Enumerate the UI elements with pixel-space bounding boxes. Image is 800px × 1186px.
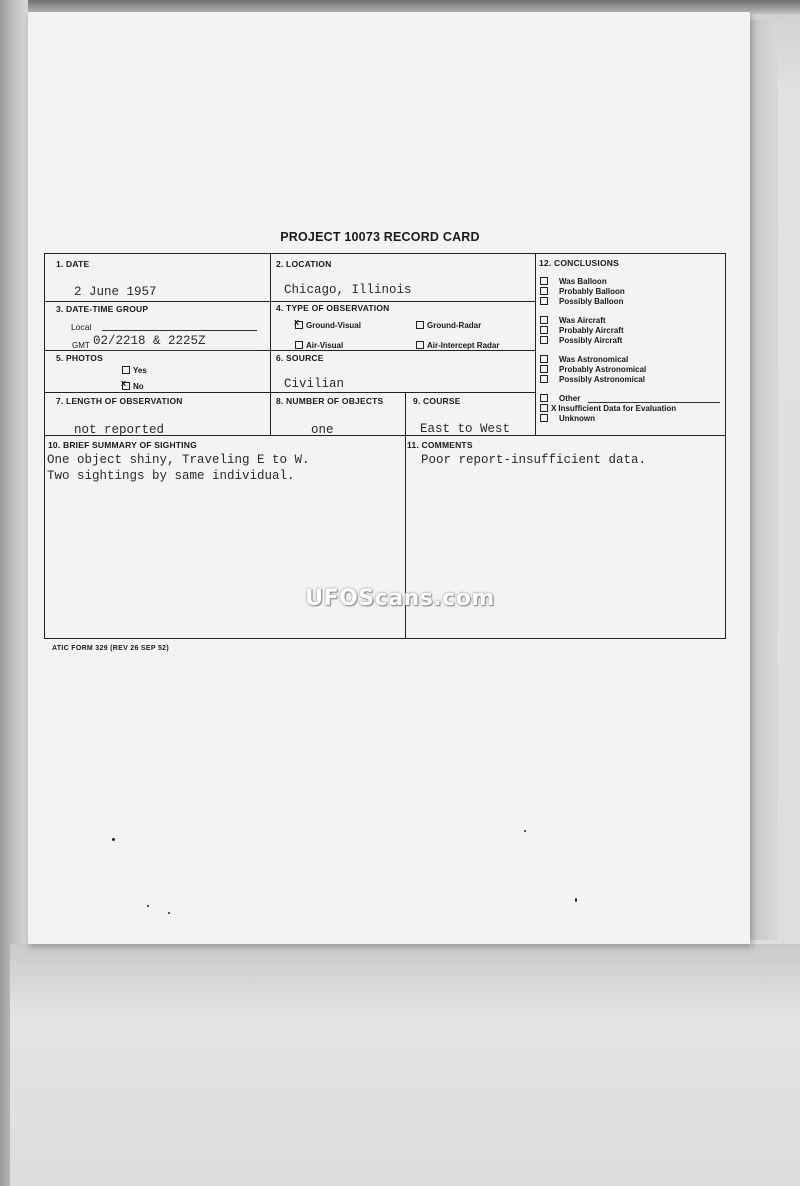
checkbox-checked-icon: x [295,321,303,329]
lower-sheet [10,944,800,1186]
local-time-rule [102,330,257,331]
checkbox-icon [540,365,548,373]
scan-speck [112,838,115,841]
location-value: Chicago, Illinois [284,283,412,297]
brief-summary-line: One object shiny, Traveling E to W. [47,453,310,467]
grid-line [45,301,535,302]
form-footer: ATIC FORM 329 (REV 26 SEP 52) [52,645,169,652]
conclusion-option: Probably Balloon [540,287,625,296]
conclusion-option: Possibly Astronomical [540,375,645,384]
date-value: 2 June 1957 [74,285,157,299]
brief-summary-line: Two sightings by same individual. [47,469,295,483]
conclusion-option: Was Aircraft [540,316,606,325]
observation-ground-visual: x Ground-Visual [294,317,361,330]
checkbox-icon [295,341,303,349]
conclusions-label: 12. CONCLUSIONS [539,258,619,268]
checkbox-icon [540,287,548,295]
checkbox-icon [540,277,548,285]
checkbox-icon [540,316,548,324]
checkbox-checked-icon [540,404,548,412]
date-label: 1. DATE [56,259,90,269]
type-of-observation-label: 4. TYPE OF OBSERVATION [276,303,390,313]
checkbox-icon [540,336,548,344]
watermark: UFOScans.com [305,586,495,611]
gmt-rule [92,350,257,351]
number-of-objects-value: one [311,423,334,437]
checkbox-checked-icon: x [122,382,130,390]
conclusion-option: Possibly Balloon [540,297,623,306]
grid-line [45,392,535,393]
checkbox-icon [416,341,424,349]
checkbox-icon [540,326,548,334]
checkbox-icon [122,366,130,374]
local-time-label: Local [71,322,92,332]
conclusion-option: Probably Aircraft [540,326,624,335]
number-of-objects-label: 8. NUMBER OF OBJECTS [276,396,384,406]
conclusion-option: Possibly Aircraft [540,336,622,345]
photos-label: 5. PHOTOS [56,353,103,363]
checkbox-icon [416,321,424,329]
length-of-observation-value: not reported [74,423,165,437]
source-label: 6. SOURCE [276,353,324,363]
conclusion-option: Was Astronomical [540,355,628,364]
checkbox-icon [540,394,548,402]
conclusion-option-other: Other [540,394,580,403]
observation-ground-radar: Ground-Radar [416,321,481,330]
other-rule [588,402,720,403]
scan-speck [524,830,526,832]
length-of-observation-label: 7. LENGTH OF OBSERVATION [56,396,183,406]
checkbox-icon [540,375,548,383]
brief-summary-label: 10. BRIEF SUMMARY OF SIGHTING [48,440,197,450]
checkbox-icon [540,414,548,422]
observation-air-visual: Air-Visual [295,341,343,350]
paper-shadow [748,20,778,940]
photos-no: x No [121,378,144,391]
grid-line [535,254,536,435]
scan-speck [575,898,577,902]
gmt-value: 02/2218 & 2225Z [93,334,206,348]
checkbox-icon [540,355,548,363]
conclusion-option: Was Balloon [540,277,607,286]
checkbox-icon [540,297,548,305]
course-label: 9. COURSE [413,396,461,406]
card-title: PROJECT 10073 RECORD CARD [280,230,480,244]
comments-label: 11. COMMENTS [407,440,473,450]
course-value: East to West [420,422,511,436]
date-time-group-label: 3. DATE-TIME GROUP [56,304,149,314]
photos-yes: Yes [122,366,147,375]
location-label: 2. LOCATION [276,259,332,269]
gmt-label: GMT [72,341,90,350]
observation-air-intercept-radar: Air-Intercept Radar [416,341,499,350]
conclusion-option: Unknown [540,414,595,423]
source-value: Civilian [284,377,345,391]
conclusion-option: Probably Astronomical [540,365,646,374]
conclusion-option-checked: X Insufficient Data for Evaluation [540,404,676,413]
scan-speck [168,912,170,914]
scan-speck [147,905,149,907]
comments-value: Poor report-insufficient data. [421,453,647,467]
grid-line [270,392,271,435]
